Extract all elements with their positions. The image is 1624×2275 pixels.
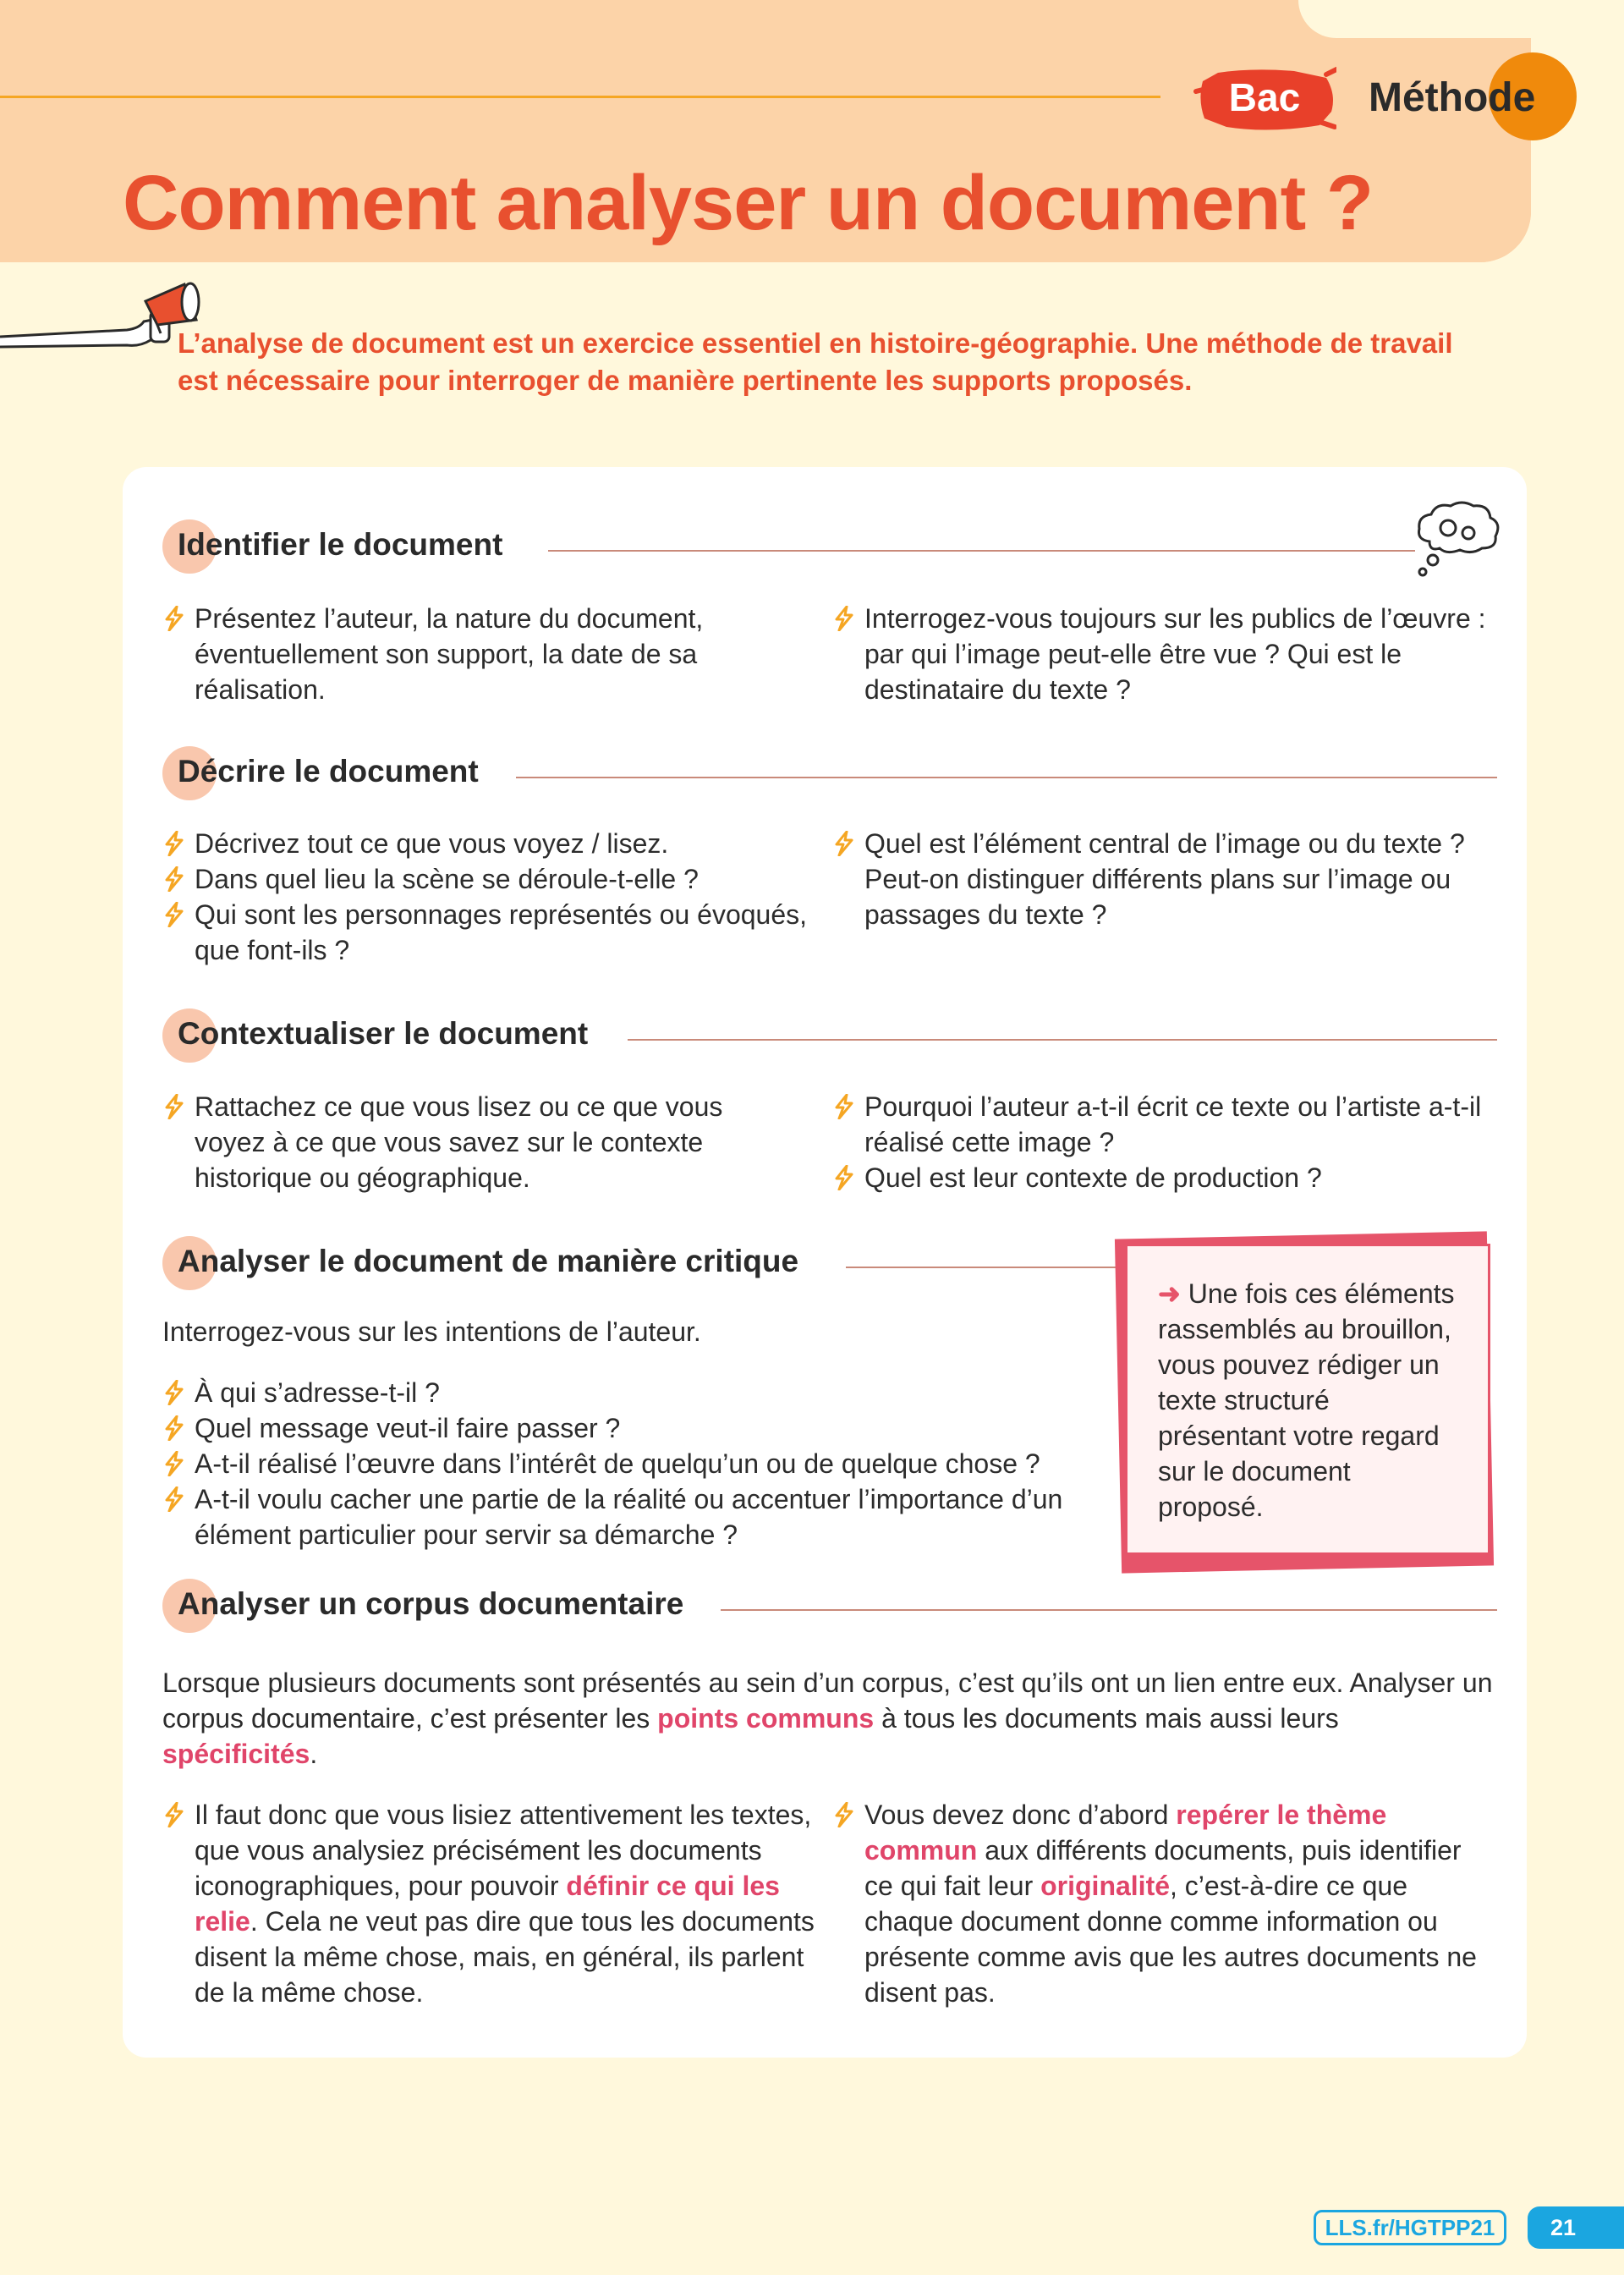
lightning-bullet-icon <box>162 606 186 631</box>
section-rule <box>516 777 1497 778</box>
identifier-left <box>162 601 771 707</box>
header-band-cutout <box>1298 0 1624 38</box>
decrire-right <box>832 826 1492 932</box>
list-item: Quel est leur contexte de production ? <box>832 1160 1492 1195</box>
contextualiser-left <box>162 1089 771 1195</box>
lightning-bullet-icon <box>162 1486 186 1512</box>
intro-text: L’analyse de document est un exercice essentiel en histoire-géographie. Une méthode de travail est nécessaire pour interroger de manière pertinente les supports proposés. <box>178 327 1453 396</box>
lightning-bullet-icon <box>832 1165 856 1190</box>
lightning-bullet-icon <box>162 866 186 892</box>
list-item: Quel message veut-il faire passer ? <box>162 1410 1101 1446</box>
section-rule <box>721 1609 1497 1611</box>
lightning-bullet-icon <box>832 831 856 856</box>
page-title: Comment analyser un document ? <box>123 160 1374 246</box>
corpus-right <box>832 1797 1492 2010</box>
critique-list <box>162 1375 1101 1552</box>
section-title-corpus: Analyser un corpus documentaire <box>178 1586 684 1621</box>
section-title-contextualiser: Contextualiser le document <box>178 1016 589 1051</box>
list-item: Pourquoi l’auteur a-t-il écrit ce texte ou l’artiste a-t-il réalisé cette image ? <box>832 1089 1492 1160</box>
lightning-bullet-icon <box>832 1094 856 1119</box>
badge-bac <box>1193 66 1336 135</box>
decrire-left <box>162 826 831 968</box>
lightning-bullet-icon <box>832 1802 856 1827</box>
arrow-right-icon: ➜ <box>1158 1278 1181 1309</box>
page-number: 21 <box>1528 2206 1624 2249</box>
list-item: Décrivez tout ce que vous voyez / lisez. <box>162 826 831 861</box>
callout-text: Une fois ces éléments rassemblés au brouillon, vous pouvez rédiger un texte structuré présentant votre regard sur le document proposé. <box>1158 1278 1455 1522</box>
section-title-decrire: Décrire le document <box>178 754 479 789</box>
section-rule <box>628 1039 1497 1041</box>
list-item: A-t-il voulu cacher une partie de la réalité ou accentuer l’importance d’un élément particulier pour servir sa démarche ? <box>162 1481 1101 1552</box>
list-item: Quel est l’élément central de l’image ou du texte ? Peut-on distinguer différents plans sur l’image ou passages du texte ? <box>832 826 1492 932</box>
list-item: Rattachez ce que vous lisez ou ce que vous voyez à ce que vous savez sur le contexte historique ou géographique. <box>162 1089 771 1195</box>
lightning-bullet-icon <box>162 1094 186 1119</box>
lightning-bullet-icon <box>162 831 186 856</box>
header-band-notch <box>1379 118 1531 262</box>
corpus-left <box>162 1797 822 2010</box>
contextualiser-right <box>832 1089 1492 1195</box>
lightning-bullet-icon <box>162 1451 186 1476</box>
lightning-bullet-icon <box>832 606 856 631</box>
corpus-intro: Lorsque plusieurs documents sont présentés au sein d’un corpus, c’est qu’ils ont un lien entre eux. Analyser un corpus documentaire, c’est présenter les points communs à tous les documents mais aussi leurs spécificités. <box>162 1668 1493 1769</box>
identifier-right <box>832 601 1492 707</box>
list-item: Dans quel lieu la scène se déroule-t-elle ? <box>162 861 831 897</box>
section-rule <box>846 1267 1116 1268</box>
badge-methode: Méthode <box>1369 75 1536 120</box>
lightning-bullet-icon <box>162 902 186 927</box>
list-item: Qui sont les personnages représentés ou évoqués, que font-ils ? <box>162 897 831 968</box>
thinking-gears-icon <box>1413 499 1506 584</box>
critique-intro: Interrogez-vous sur les intentions de l’auteur. <box>162 1316 701 1347</box>
list-item: Vous devez donc d’abord repérer le thème commun aux différents documents, puis identifier ce qui fait leur originalité, c’est-à-dire ce que chaque document donne comme information ou présente comme avis que les autres documents ne disent pas. <box>832 1797 1492 2010</box>
list-item: A-t-il réalisé l’œuvre dans l’intérêt de quelqu’un ou de quelque chose ? <box>162 1446 1101 1481</box>
list-item: Présentez l’auteur, la nature du document, éventuellement son support, la date de sa réalisation. <box>162 601 771 707</box>
header-rule <box>0 96 1160 98</box>
lightning-bullet-icon <box>162 1802 186 1827</box>
list-item: Interrogez-vous toujours sur les publics de l’œuvre : par qui l’image peut-elle être vue ? Qui est le destinataire du texte ? <box>832 601 1492 707</box>
section-title-critique: Analyser le document de manière critique <box>178 1244 799 1278</box>
section-rule <box>548 550 1415 552</box>
lightning-bullet-icon <box>162 1415 186 1441</box>
badge-bac-label: Bac <box>1228 75 1301 119</box>
list-item: À qui s’adresse-t-il ? <box>162 1375 1101 1410</box>
list-item: Il faut donc que vous lisiez attentivement les textes, que vous analysiez précisément les documents iconographiques, pour pouvoir définir ce qui les relie. Cela ne veut pas dire que tous les documents disent la même chose, mais, en général, ils parlent de la même chose. <box>162 1797 822 2010</box>
lightning-bullet-icon <box>162 1380 186 1405</box>
footer-link[interactable]: LLS.fr/HGTPP21 <box>1314 2210 1506 2245</box>
callout-box <box>1125 1244 1490 1555</box>
section-title-identifier: Identifier le document <box>178 527 503 562</box>
megaphone-icon <box>0 278 207 362</box>
